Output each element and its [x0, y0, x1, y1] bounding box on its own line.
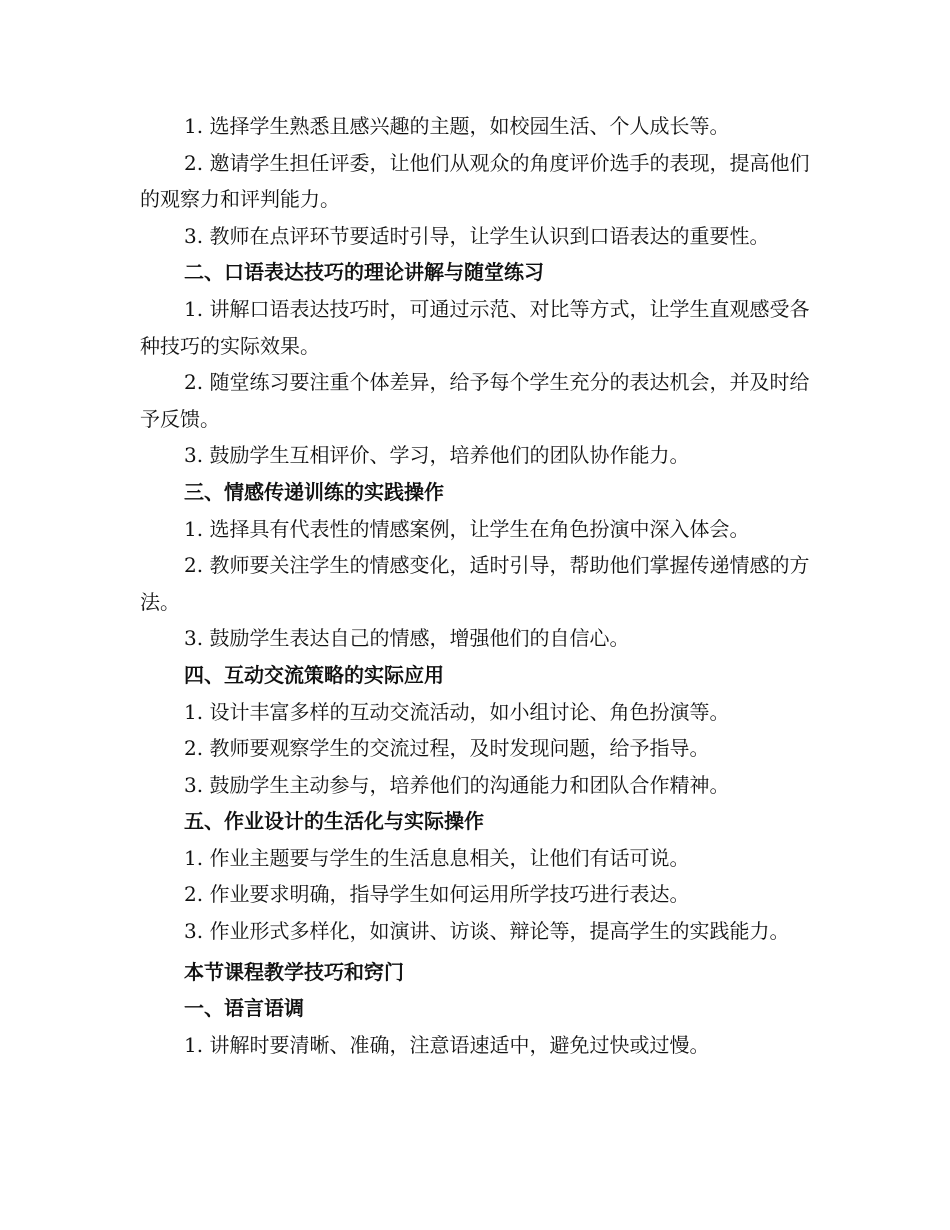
- section-heading: 二、口语表达技巧的理论讲解与随堂练习: [184, 260, 544, 285]
- list-item: 1. 讲解时要清晰、准确，注意语速适中，避免过快或过慢。: [184, 1032, 710, 1057]
- section-heading: 三、情感传递训练的实践操作: [184, 479, 444, 504]
- list-item: 2. 教师要关注学生的情感变化，适时引导，帮助他们掌握传递情感的方法。: [140, 553, 810, 614]
- list-item: 1. 设计丰富多样的互动交流活动，如小组讨论、角色扮演等。: [184, 699, 730, 724]
- list-item: 3. 教师在点评环节要适时引导，让学生认识到口语表达的重要性。: [184, 223, 770, 248]
- list-item: 1. 选择具有代表性的情感案例，让学生在角色扮演中深入体会。: [184, 516, 750, 541]
- list-item: 1. 选择学生熟悉且感兴趣的主题，如校园生活、个人成长等。: [184, 114, 730, 138]
- list-item: 2. 教师要观察学生的交流过程，及时发现问题，给予指导。: [184, 736, 710, 761]
- list-item: 1. 讲解口语表达技巧时，可通过示范、对比等方式，让学生直观感受各种技巧的实际效果。: [140, 296, 810, 358]
- list-item: 1. 作业主题要与学生的生活息息相关，让他们有话可说。: [184, 845, 690, 870]
- list-item: 2. 随堂练习要注重个体差异，给予每个学生充分的表达机会，并及时给予反馈。: [140, 370, 810, 431]
- list-item: 3. 鼓励学生主动参与，培养他们的沟通能力和团队合作精神。: [184, 772, 730, 797]
- list-item: 3. 鼓励学生表达自己的情感，增强他们的自信心。: [184, 626, 630, 651]
- section-heading: 五、作业设计的生活化与实际操作: [184, 809, 484, 834]
- course-tips-title: 本节课程教学技巧和窍门: [184, 959, 404, 984]
- document-body: [140, 108, 820, 1063]
- list-item: 2. 邀请学生担任评委，让他们从观众的角度评价选手的表现，提高他们的观察力和评判能力。: [140, 150, 810, 212]
- list-item: 3. 鼓励学生互相评价、学习，培养他们的团队协作能力。: [184, 443, 690, 468]
- list-item: 3. 作业形式多样化，如演讲、访谈、辩论等，提高学生的实践能力。: [184, 919, 790, 944]
- section-heading: 四、互动交流策略的实际应用: [184, 662, 444, 687]
- section-heading: 一、语言语调: [184, 996, 304, 1021]
- list-item: 2. 作业要求明确，指导学生如何运用所学技巧进行表达。: [184, 882, 690, 907]
